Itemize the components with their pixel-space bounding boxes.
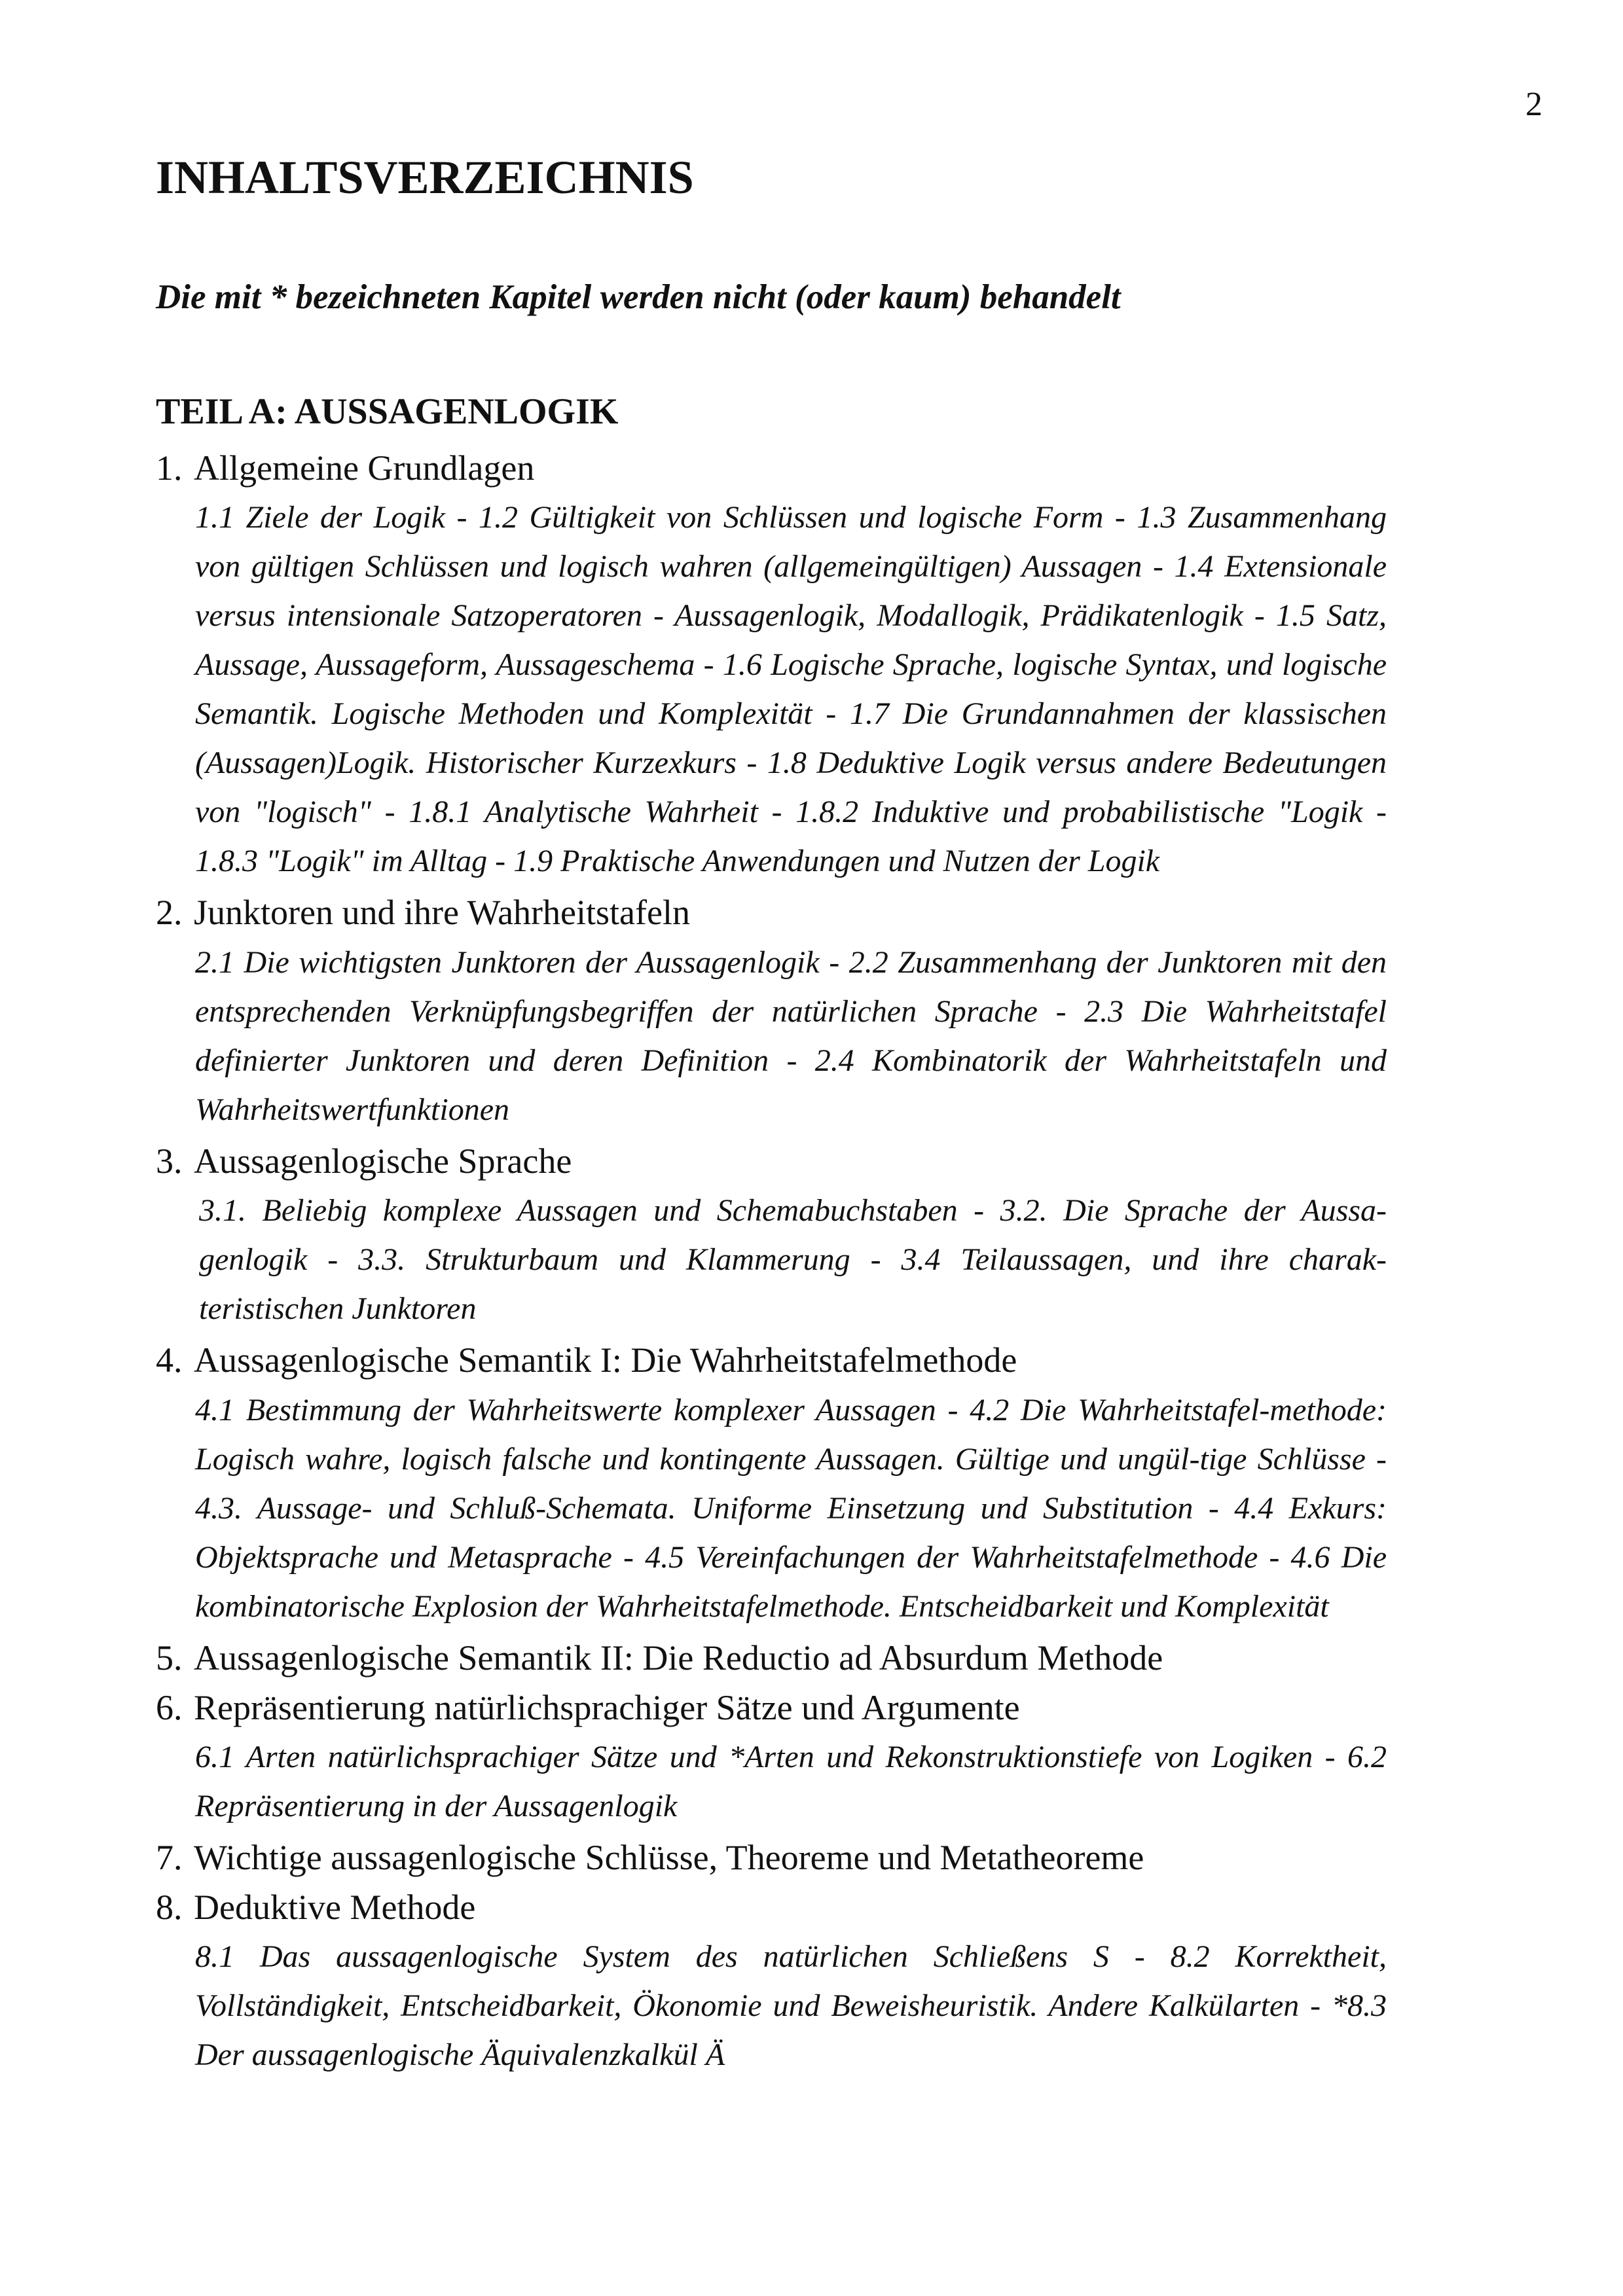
chapter-5 — [156, 1634, 1387, 1683]
chapter-title: Deduktive Methode — [194, 1887, 476, 1927]
chapter-4 — [156, 1336, 1387, 1386]
chapter-title: Repräsentierung natürlichsprachiger Sätze und Argumente — [194, 1687, 1020, 1727]
chapter-title: Allgemeine Grundlagen — [194, 448, 535, 488]
part-heading: TEIL A: AUSSAGENLOGIK — [156, 391, 619, 433]
chapter-number: 5. — [156, 1638, 183, 1677]
chapter-7 — [156, 1833, 1387, 1883]
chapter-number: 1. — [156, 448, 183, 488]
toc-content — [156, 151, 1387, 2082]
chapter-8 — [156, 1883, 1387, 1933]
chapter-sections: 4.1 Bestimmung der Wahrheitswerte komplexer Aussagen - 4.2 Die Wahrheitstafel-methode: Logisch wahre, logisch falsche und kontingente Aussagen. Gültige und ungül-tige Schlüsse - 4.3. Aussage- und Schluß-Schemata. Uniforme Einsetzung und Substitution - 4.4 Exkurs: Objektsprache und Metasprache - 4.5 Vereinfachungen der Wahrheitstafelmethode - 4.6 Die kombinatorische Explosion der Wahrheitstafelmethode. Entscheidbarkeit und Komplexität — [195, 1392, 1387, 1624]
chapter-sections: 8.1 Das aussagenlogische System des natürlichen Schließens S - 8.2 Korrektheit, Vollständigkeit, Entscheidbarkeit, Ökonomie und Beweisheuristik. Andere Kalkülarten - *8.3 Der aussagenlogische Äquivalenzkalkül Ä — [195, 1939, 1387, 2073]
chapter-2 — [156, 888, 1387, 938]
chapter-3 — [156, 1137, 1387, 1187]
chapter-title: Aussagenlogische Semantik I: Die Wahrheitstafelmethode — [194, 1340, 1017, 1380]
page-title: INHALTSVERZEICHNIS — [156, 151, 694, 204]
chapter-6 — [156, 1683, 1387, 1733]
chapter-number: 6. — [156, 1687, 183, 1727]
chapter-sections: 3.1. Beliebig komplexe Aussagen und Schemabuchstaben - 3.2. Die Sprache der Aussa-genlogik - 3.3. Strukturbaum und Klammerung - 3.4 Teilaussagen, und ihre charak-teristischen Junktoren — [199, 1193, 1387, 1327]
chapter-sections: 2.1 Die wichtigsten Junktoren der Aussagenlogik - 2.2 Zusammenhang der Junktoren mit den entsprechenden Verknüpfungsbegriffen der natürlichen Sprache - 2.3 Die Wahrheitstafel definierter Junktoren und deren Definition - 2.4 Kombinatorik der Wahrheitstafeln und Wahrheitswertfunktionen — [195, 944, 1387, 1127]
chapter-title: Aussagenlogische Sprache — [194, 1141, 572, 1181]
chapter-number: 2. — [156, 893, 183, 933]
chapter-sections: 6.1 Arten natürlichsprachiger Sätze und *Arten und Rekonstruktionstiefe von Logiken - 6.2 Repräsentierung in der Aussagenlogik — [195, 1740, 1387, 1824]
chapter-number: 8. — [156, 1887, 183, 1927]
chapter-title: Aussagenlogische Semantik II: Die Reductio ad Absurdum Methode — [194, 1638, 1163, 1677]
chapter-title: Junktoren und ihre Wahrheitstafeln — [194, 893, 690, 933]
toc-note: Die mit * bezeichneten Kapitel werden nicht (oder kaum) behandelt — [156, 278, 1121, 316]
chapter-number: 3. — [156, 1141, 183, 1181]
chapter-1 — [156, 444, 1387, 493]
chapter-number: 7. — [156, 1838, 183, 1878]
page-number: 2 — [1525, 86, 1542, 123]
chapter-sections: 1.1 Ziele der Logik - 1.2 Gültigkeit von Schlüssen und logische Form - 1.3 Zusammenhang von gültigen Schlüssen und logisch wahren (allgemeingültigen) Aussagen - 1.4 Extensionale versus intensionale Satzoperatoren - Aussagenlogik, Modallogik, Prädikatenlogik - 1.5 Satz, Aussage, Aussageform, Aussageschema - 1.6 Logische Sprache, logische Syntax, und logische Semantik. Logische Methoden und Komplexität - 1.7 Die Grundannahmen der klassischen (Aussagen)Logik. Historischer Kurzexkurs - 1.8 Deduktive Logik versus andere Bedeutungen von "logisch" - 1.8.1 Analytische Wahrheit - 1.8.2 Induktive und probabilistische "Logik - 1.8.3 "Logik" im Alltag - 1.9 Praktische Anwendungen und Nutzen der Logik — [195, 500, 1387, 879]
chapter-number: 4. — [156, 1340, 183, 1380]
chapter-title: Wichtige aussagenlogische Schlüsse, Theoreme und Metatheoreme — [194, 1838, 1144, 1878]
